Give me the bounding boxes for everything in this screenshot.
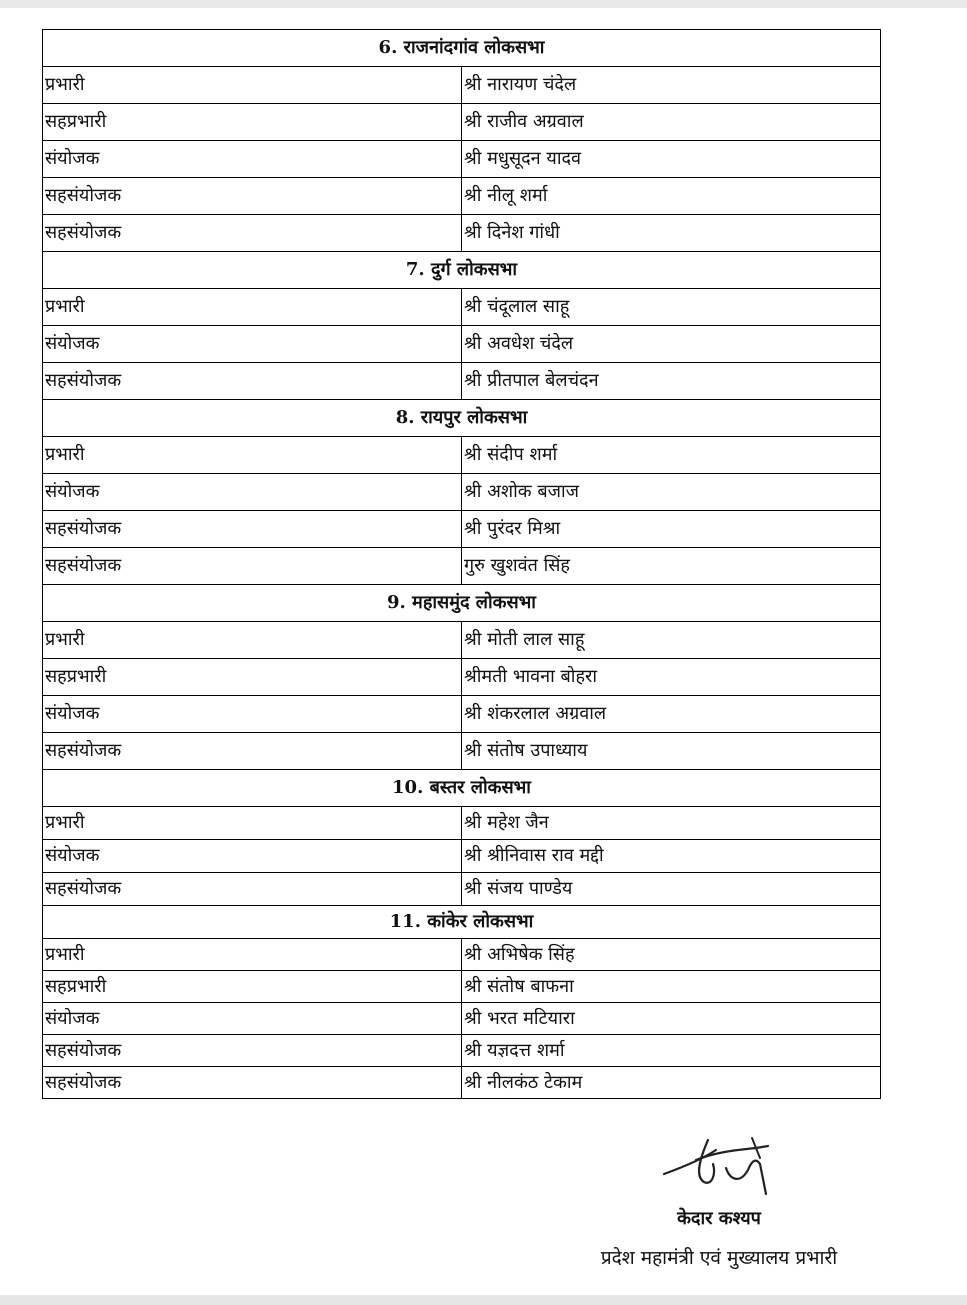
section-title: 8. रायपुर लोकसभा	[43, 400, 881, 437]
role-cell: संयोजक	[43, 326, 462, 363]
role-cell: सहसंयोजक	[43, 733, 462, 770]
table-row	[43, 104, 881, 141]
role-cell: संयोजक	[43, 141, 462, 178]
name-cell: श्री नीलू शर्मा	[462, 178, 881, 215]
role-cell: सहसंयोजक	[43, 548, 462, 585]
table-row	[43, 178, 881, 215]
name-cell: श्री मधुसूदन यादव	[462, 141, 881, 178]
name-cell: श्री चंदूलाल साहू	[462, 289, 881, 326]
name-cell: श्री नीलकंठ टेकाम	[462, 1067, 881, 1099]
table-row	[43, 289, 881, 326]
role-cell: सहप्रभारी	[43, 104, 462, 141]
name-cell: श्री भरत मटियारा	[462, 1003, 881, 1035]
section-title: 9. महासमुंद लोकसभा	[43, 585, 881, 622]
role-cell: प्रभारी	[43, 67, 462, 104]
name-cell: श्री प्रीतपाल बेलचंदन	[462, 363, 881, 400]
role-cell: प्रभारी	[43, 807, 462, 840]
name-cell: गुरु खुशवंत सिंह	[462, 548, 881, 585]
table-row	[43, 733, 881, 770]
signer-name: केदार कश्यप	[677, 1208, 761, 1229]
name-cell: श्री पुरंदर मिश्रा	[462, 511, 881, 548]
section-title: 7. दुर्ग लोकसभा	[43, 252, 881, 289]
role-cell: सहसंयोजक	[43, 215, 462, 252]
table-row	[43, 1067, 881, 1099]
table-row	[43, 873, 881, 906]
bottom-edge	[0, 1295, 967, 1305]
name-cell: श्री महेश जैन	[462, 807, 881, 840]
table-row	[43, 326, 881, 363]
section-title: 11. कांकेर लोकसभा	[43, 906, 881, 939]
name-cell: श्री अवधेश चंदेल	[462, 326, 881, 363]
name-cell: श्री यज्ञदत्त शर्मा	[462, 1035, 881, 1067]
name-cell: श्री नारायण चंदेल	[462, 67, 881, 104]
table-row	[43, 511, 881, 548]
table-body	[43, 30, 881, 1099]
role-cell: प्रभारी	[43, 622, 462, 659]
table-row	[43, 548, 881, 585]
table-row	[43, 696, 881, 733]
role-cell: संयोजक	[43, 1003, 462, 1035]
role-cell: सहसंयोजक	[43, 1067, 462, 1099]
signer-title: प्रदेश महामंत्री एवं मुख्यालय प्रभारी	[600, 1247, 838, 1269]
role-cell: सहसंयोजक	[43, 873, 462, 906]
table-row	[43, 67, 881, 104]
section-header-row	[43, 585, 881, 622]
section-header-row	[43, 770, 881, 807]
section-header-row	[43, 30, 881, 67]
signature-block	[560, 1120, 880, 1280]
table-row	[43, 622, 881, 659]
table-row	[43, 1035, 881, 1067]
name-cell: श्री मोती लाल साहू	[462, 622, 881, 659]
table-row	[43, 939, 881, 971]
table-row	[43, 363, 881, 400]
table-row	[43, 840, 881, 873]
role-cell: सहप्रभारी	[43, 971, 462, 1003]
section-header-row	[43, 400, 881, 437]
section-header-row	[43, 252, 881, 289]
table-row	[43, 971, 881, 1003]
table-row	[43, 659, 881, 696]
loksabha-incharge-table	[42, 29, 881, 1099]
role-cell: सहप्रभारी	[43, 659, 462, 696]
table-row	[43, 807, 881, 840]
section-title: 10. बस्तर लोकसभा	[43, 770, 881, 807]
name-cell: श्री राजीव अग्रवाल	[462, 104, 881, 141]
section-header-row	[43, 906, 881, 939]
role-cell: प्रभारी	[43, 289, 462, 326]
role-cell: सहसंयोजक	[43, 363, 462, 400]
name-cell: श्री शंकरलाल अग्रवाल	[462, 696, 881, 733]
role-cell: सहसंयोजक	[43, 511, 462, 548]
role-cell: सहसंयोजक	[43, 1035, 462, 1067]
section-title: 6. राजनांदगांव लोकसभा	[43, 30, 881, 67]
role-cell: संयोजक	[43, 696, 462, 733]
table-row	[43, 1003, 881, 1035]
top-edge	[0, 0, 967, 8]
role-cell: सहसंयोजक	[43, 178, 462, 215]
name-cell: श्री अभिषेक सिंह	[462, 939, 881, 971]
name-cell: श्रीमती भावना बोहरा	[462, 659, 881, 696]
name-cell: श्री श्रीनिवास राव मद्दी	[462, 840, 881, 873]
name-cell: श्री अशोक बजाज	[462, 474, 881, 511]
role-cell: प्रभारी	[43, 437, 462, 474]
role-cell: प्रभारी	[43, 939, 462, 971]
name-cell: श्री संतोष बाफना	[462, 971, 881, 1003]
table-row	[43, 437, 881, 474]
table-row	[43, 141, 881, 178]
table-row	[43, 215, 881, 252]
role-cell: संयोजक	[43, 840, 462, 873]
table-row	[43, 474, 881, 511]
name-cell: श्री संतोष उपाध्याय	[462, 733, 881, 770]
handwritten-signature	[656, 1124, 791, 1204]
name-cell: श्री दिनेश गांधी	[462, 215, 881, 252]
role-cell: संयोजक	[43, 474, 462, 511]
name-cell: श्री संदीप शर्मा	[462, 437, 881, 474]
name-cell: श्री संजय पाण्डेय	[462, 873, 881, 906]
